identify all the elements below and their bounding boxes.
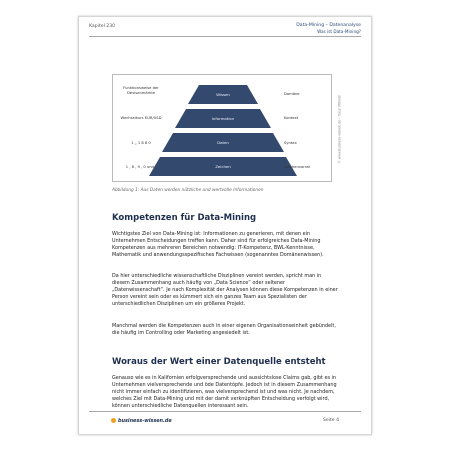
figure-caption: Abbildung 1: Aus Daten werden nützliche und wertvolle Informationen (112, 188, 264, 193)
section-heading-kompetenzen: Kompetenzen für Data-Mining (112, 213, 257, 223)
paragraph-ziel: Wichtigstes Ziel von Data-Mining ist: Informationen zu generieren, mit denen ein Unternehmen Entscheidungen treffen kann. Daher sind für erfolgreiches Data-Mining Kompetenzen aus mehreren Bereichen notwendig: IT-Kompetenz, BWL-Kenntnisse, Mathematik und anwendungsspezifisches Fachwissen (sogenanntes Domänenwissen). (112, 231, 324, 258)
header-title: Data-Mining – Datenanalyse (296, 23, 361, 28)
paragraph-kalifornien: Genauso wie es in Kalifornien erfolgversprechende und aussichtslose Claims gab, gibt es in Unternehmen vielversprechende und öde Datentöpfe. Jedoch ist in diesem Zusammenhang nicht immer einfach zu identifizieren, was vielversprechend ist und was nicht. Je nachdem, welches Ziel mit Data-Mining und mit der damit verknüpften Entscheidung verfolgt wird, können unterschiedliche Datenquellen interessant sein. (112, 375, 337, 409)
left-label-daten: 1 „ 1 8 8 0 (131, 141, 151, 145)
footer-divider (89, 411, 361, 412)
section-heading-wert: Woraus der Wert einer Datenquelle entsteht (112, 357, 326, 367)
left-label-information: Wechselkurs EUR/USD (120, 116, 162, 120)
left-label-wissen: Funktionsweise der Devisenmärkte (123, 86, 159, 95)
level-label-daten: Daten (217, 140, 229, 145)
paragraph-organisation: Manchmal werden die Kompetenzen auch in einer eigenen Organisationseinheit gebündelt, die häufig im Controlling oder Marketing angesiedelt ist. (112, 323, 336, 336)
level-label-wissen: Wissen (216, 92, 230, 97)
page-number: Seite 4 (322, 418, 339, 423)
level-label-zeichen: Zeichen (215, 164, 231, 169)
level-label-information: Information (211, 116, 235, 121)
header-subtitle: Was ist Data-Mining? (317, 29, 361, 34)
logo-text: business-wissen.de (118, 418, 172, 424)
right-label-kontext: Kontext (284, 116, 299, 120)
pyramid-figure (112, 74, 341, 182)
logo-dot-icon (111, 418, 116, 423)
right-label-syntax: Syntax (284, 141, 297, 145)
left-label-zeichen: 1 , 8 , 9 , 0 und . (125, 165, 157, 169)
right-label-zeichenvorrat: Zeichenvorrat (284, 165, 310, 169)
header-divider (89, 36, 361, 37)
paragraph-data-science: Da hier unterschiedliche wissenschaftliche Disziplinen vereint werden, spricht man in diesem Zusammenhang auch häufig von „Data Science“ oder seltener „Datenwissenschaft“. Je nach Komplexität der Analysen können diese Kompetenzen in einer Person vereint sein oder es kümmert sich ein ganzes Team aus Spezialisten der unterschiedlichen Disziplinen um ein größeres Projekt. (112, 273, 338, 307)
right-label-domaene: Domäne (284, 92, 300, 96)
document-page (78, 16, 372, 435)
footer-logo[interactable] (111, 418, 172, 424)
figure-copyright: © www.business-wissen.de – Tyrun Pöhlein (337, 95, 341, 164)
chapter-label: Kapitel 230 (89, 24, 116, 29)
